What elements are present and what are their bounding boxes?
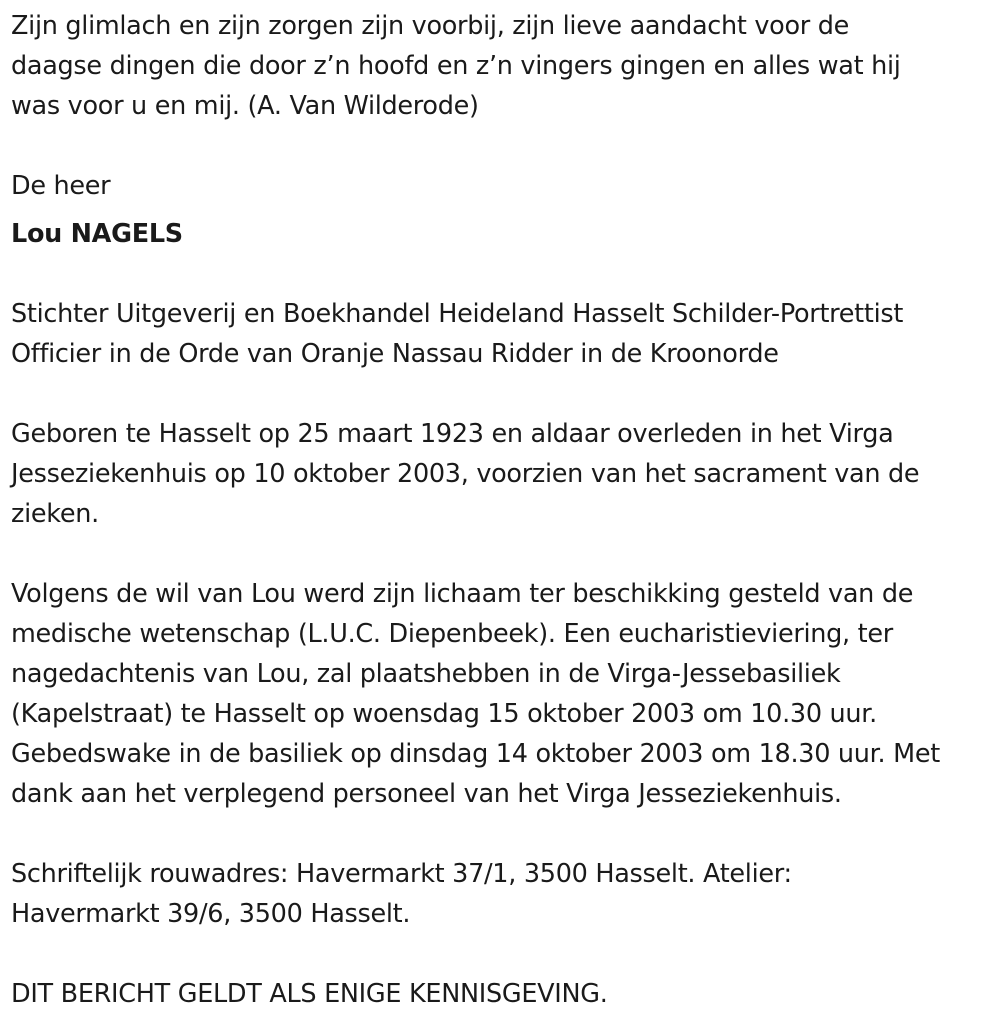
deceased-name: Lou NAGELS [11, 219, 183, 249]
titles-and-honours: Stichter Uitgeverij en Boekhandel Heideland Hasselt Schilder-Portrettist Officier in de Orde van Oranje Nassau Ridder in de Kroonorde [11, 299, 904, 369]
notice-line: DIT BERICHT GELDT ALS ENIGE KENNISGEVING. [11, 979, 608, 1009]
address-paragraph: Schriftelijk rouwadres: Havermarkt 37/1, 3500 Hasselt. Atelier: Havermarkt 39/6, 3500 Hasselt. [11, 859, 792, 929]
obituary-document [11, 6, 996, 1014]
salutation: De heer [11, 171, 111, 201]
arrangements-paragraph: Volgens de wil van Lou werd zijn lichaam ter beschikking gesteld van de medische wetenschap (L.U.C. Diepenbeek). Een eucharistieviering, ter nagedachtenis van Lou, zal plaatshebben in de Virga-Jessebasiliek (Kapelstraat) te Hasselt op woensdag 15 oktober 2003 om 10.30 uur. Gebedswake in de basiliek op dinsdag 14 oktober 2003 om 18.30 uur. Met dank aan het verplegend personeel van het Virga Jesseziekenhuis. [11, 579, 940, 809]
birth-death-paragraph: Geboren te Hasselt op 25 maart 1923 en aldaar overleden in het Virga Jesseziekenhuis op 10 oktober 2003, voorzien van het sacrament van de zieken. [11, 419, 920, 529]
memorial-quote: Zijn glimlach en zijn zorgen zijn voorbij, zijn lieve aandacht voor de daagse dingen die door z’n hoofd en z’n vingers gingen en alles wat hij was voor u en mij. (A. Van Wilderode) [11, 11, 901, 121]
